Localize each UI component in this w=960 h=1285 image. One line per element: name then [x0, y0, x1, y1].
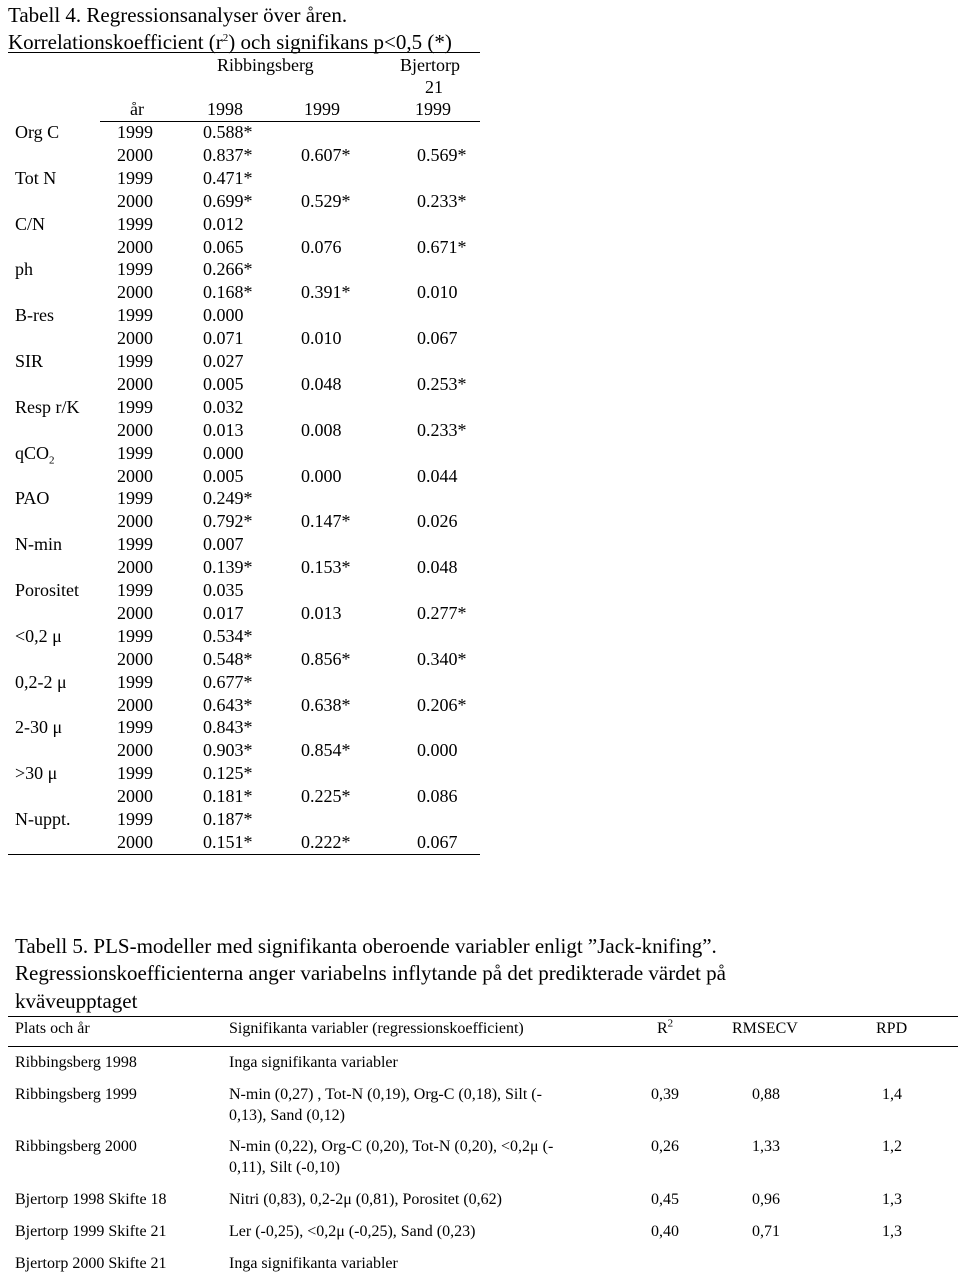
year-cell: 2000	[117, 190, 153, 211]
variable-label: N-min	[15, 534, 62, 555]
variable-subscript: 2	[49, 454, 55, 467]
r2-cell: 0,39	[651, 1086, 679, 1103]
variable-label: B-res	[15, 305, 54, 326]
year-cell: 1999	[117, 671, 153, 692]
table5-caption-line2: Regressionskoefficienterna anger variabelns inflytande på det predikterade värdet på	[15, 961, 726, 985]
variables-cell: N-min (0,22), Org-C (0,20), Tot-N (0,20), <0,2μ (-	[229, 1138, 554, 1155]
value-ribbingsberg-1998: 0.837*	[203, 144, 253, 165]
value-ribbingsberg-1998: 0.187*	[203, 809, 253, 829]
value-ribbingsberg-1998: 0.471*	[203, 167, 253, 188]
r2-cell: 0,40	[651, 1223, 679, 1240]
variable-label: ph	[15, 259, 33, 280]
caption-pre: Korrelationskoefficient (r	[8, 30, 223, 54]
variable-label: PAO	[15, 488, 50, 509]
value-ribbingsberg-1998: 0.000	[203, 305, 244, 326]
year-cell: 2000	[117, 236, 153, 257]
variable-label: qCO$_2$	[15, 442, 55, 467]
value-ribbingsberg-1998: 0.032	[203, 396, 244, 417]
site-bjertorp: Bjertorp	[400, 55, 460, 75]
value-ribbingsberg-1999: 0.147*	[301, 511, 351, 532]
table4-bottom-rule	[8, 854, 480, 855]
value-ribbingsberg-1998: 0.677*	[203, 671, 253, 692]
variables-cell: Inga signifikanta variabler	[229, 1255, 398, 1272]
variables-cell: 0,11), Silt (-0,10)	[229, 1159, 340, 1176]
place-cell: Bjertorp 2000 Skifte 21	[15, 1255, 167, 1272]
rpd-cell: 1,3	[882, 1191, 902, 1208]
value-bjertorp-1999: 0.253*	[417, 373, 467, 394]
table4-caption-line1: Tabell 4. Regressionsanalyser över åren.	[8, 3, 348, 27]
value-ribbingsberg-1998: 0.017	[203, 602, 244, 623]
variable-label: <0,2 μ	[15, 625, 62, 646]
value-ribbingsberg-1999: 0.076	[301, 236, 342, 257]
r2-superscript: 2	[667, 1017, 674, 1030]
year-cell: 1999	[117, 717, 153, 738]
value-ribbingsberg-1998: 0.643*	[203, 694, 253, 715]
value-ribbingsberg-1999: 0.013	[301, 602, 342, 623]
value-ribbingsberg-1998: 0.903*	[203, 740, 253, 761]
year-cell: 2000	[117, 786, 153, 807]
table5-header-rule	[8, 1046, 958, 1047]
year-cell: 1999	[117, 534, 153, 555]
value-ribbingsberg-1998: 0.125*	[203, 763, 253, 784]
year-cell: 2000	[117, 694, 153, 715]
site-ribbingsberg: Ribbingsberg	[217, 55, 314, 75]
value-ribbingsberg-1999: 0.529*	[301, 190, 351, 211]
variables-cell: Nitri (0,83), 0,2-2μ (0,81), Porositet (0,62)	[229, 1191, 502, 1208]
table5-caption-line1: Tabell 5. PLS-modeller med signifikanta oberoende variabler enligt ”Jack-knifing”.	[15, 934, 717, 958]
value-ribbingsberg-1998: 0.266*	[203, 259, 253, 280]
value-bjertorp-1999: 0.569*	[417, 144, 467, 165]
value-ribbingsberg-1999: 0.008	[301, 419, 342, 440]
year-cell: 1999	[117, 351, 153, 371]
value-ribbingsberg-1998: 0.139*	[203, 557, 253, 578]
year-cell: 1999	[117, 396, 153, 417]
variable-label: 0,2-2 μ	[15, 671, 67, 692]
rpd-cell: 1,2	[882, 1138, 902, 1155]
value-bjertorp-1999: 0.233*	[417, 190, 467, 211]
value-ribbingsberg-1998: 0.548*	[203, 648, 253, 669]
rpd-cell: 1,3	[882, 1223, 902, 1240]
variable-label: SIR	[15, 351, 44, 371]
value-ribbingsberg-1998: 0.013	[203, 419, 244, 440]
year-cell: 1999	[117, 442, 153, 463]
caption-post: ) och signifikans p<0,5 (*)	[228, 30, 452, 54]
value-bjertorp-1999: 0.048	[417, 557, 458, 578]
year-cell: 1999	[117, 122, 153, 142]
variable-label: Resp r/K	[15, 396, 80, 417]
value-bjertorp-1999: 0.010	[417, 282, 458, 303]
variable-label: >30 μ	[15, 763, 58, 784]
table4-header-rule	[100, 121, 480, 122]
year-cell: 1999	[117, 809, 153, 829]
variables-cell: Ler (-0,25), <0,2μ (-0,25), Sand (0,23)	[229, 1223, 476, 1240]
value-bjertorp-1999: 0.086	[417, 786, 458, 807]
r2-label: R	[657, 1020, 668, 1037]
value-ribbingsberg-1999: 0.854*	[301, 740, 351, 761]
value-ribbingsberg-1998: 0.071	[203, 328, 244, 349]
value-ribbingsberg-1998: 0.027	[203, 351, 244, 371]
col-header-1999-bjertorp: 1999	[415, 99, 451, 119]
year-cell: 2000	[117, 282, 153, 303]
value-ribbingsberg-1998: 0.005	[203, 373, 244, 394]
value-ribbingsberg-1999: 0.638*	[301, 694, 351, 715]
rmsecv-cell: 1,33	[752, 1138, 780, 1155]
value-bjertorp-1999: 0.000	[417, 740, 458, 761]
table5-top-rule	[8, 1016, 958, 1017]
variable-label: Porositet	[15, 580, 80, 600]
value-ribbingsberg-1998: 0.699*	[203, 190, 253, 211]
header-variables: Signifikanta variabler (regressionskoefficient)	[229, 1020, 524, 1037]
table4-top-rule	[8, 52, 480, 53]
value-bjertorp-1999: 0.067	[417, 831, 458, 852]
rpd-cell: 1,4	[882, 1086, 902, 1103]
year-column-label: år	[130, 99, 144, 119]
value-ribbingsberg-1998: 0.007	[203, 534, 244, 555]
value-ribbingsberg-1999: 0.856*	[301, 648, 351, 669]
value-bjertorp-1999: 0.277*	[417, 602, 467, 623]
caption-superscript: 2	[222, 32, 229, 44]
value-ribbingsberg-1999: 0.048	[301, 373, 342, 394]
header-rpd: RPD	[876, 1020, 908, 1037]
year-cell: 2000	[117, 557, 153, 578]
year-cell: 1999	[117, 488, 153, 509]
value-bjertorp-1999: 0.233*	[417, 419, 467, 440]
table5-caption-line3: kväveupptaget	[15, 989, 138, 1013]
value-ribbingsberg-1998: 0.005	[203, 465, 244, 486]
header-rmsecv: RMSECV	[732, 1020, 798, 1037]
year-cell: 2000	[117, 373, 153, 394]
value-bjertorp-1999: 0.044	[417, 465, 458, 486]
value-ribbingsberg-1998: 0.249*	[203, 488, 253, 509]
year-cell: 2000	[117, 465, 153, 486]
value-ribbingsberg-1998: 0.588*	[203, 122, 253, 142]
year-cell: 2000	[117, 648, 153, 669]
year-cell: 2000	[117, 328, 153, 349]
value-ribbingsberg-1999: 0.222*	[301, 831, 351, 852]
value-ribbingsberg-1999: 0.010	[301, 328, 342, 349]
value-ribbingsberg-1998: 0.181*	[203, 786, 253, 807]
variables-cell: Inga signifikanta variabler	[229, 1054, 398, 1071]
variables-cell: 0,13), Sand (0,12)	[229, 1107, 345, 1124]
year-cell: 1999	[117, 580, 153, 600]
year-cell: 2000	[117, 602, 153, 623]
place-cell: Ribbingsberg 2000	[15, 1138, 137, 1155]
year-cell: 2000	[117, 740, 153, 761]
site-bjertorp-field: 21	[425, 77, 443, 97]
variable-label: C/N	[15, 213, 46, 234]
value-ribbingsberg-1998: 0.168*	[203, 282, 253, 303]
variables-cell: N-min (0,27) , Tot-N (0,19), Org-C (0,18), Silt (-	[229, 1086, 542, 1103]
value-bjertorp-1999: 0.067	[417, 328, 458, 349]
year-cell: 1999	[117, 259, 153, 280]
value-ribbingsberg-1999: 0.391*	[301, 282, 351, 303]
col-header-1999: 1999	[304, 99, 340, 119]
value-ribbingsberg-1998: 0.035	[203, 580, 244, 600]
r2-cell: 0,45	[651, 1191, 679, 1208]
value-ribbingsberg-1998: 0.151*	[203, 831, 253, 852]
value-ribbingsberg-1999: 0.225*	[301, 786, 351, 807]
place-cell: Bjertorp 1998 Skifte 18	[15, 1191, 167, 1208]
value-bjertorp-1999: 0.206*	[417, 694, 467, 715]
value-bjertorp-1999: 0.671*	[417, 236, 467, 257]
rmsecv-cell: 0,88	[752, 1086, 780, 1103]
place-cell: Ribbingsberg 1998	[15, 1054, 137, 1071]
value-ribbingsberg-1999: 0.607*	[301, 144, 351, 165]
rmsecv-cell: 0,96	[752, 1191, 780, 1208]
year-cell: 1999	[117, 763, 153, 784]
variable-label: Tot N	[15, 167, 57, 188]
variable-label: Org C	[15, 122, 60, 142]
variable-label: N-uppt.	[15, 809, 71, 829]
year-cell: 2000	[117, 511, 153, 532]
col-header-1998: 1998	[207, 99, 243, 119]
value-bjertorp-1999: 0.026	[417, 511, 458, 532]
year-cell: 2000	[117, 831, 153, 852]
header-place: Plats och år	[15, 1020, 90, 1037]
rmsecv-cell: 0,71	[752, 1223, 780, 1240]
place-cell: Bjertorp 1999 Skifte 21	[15, 1223, 167, 1240]
value-ribbingsberg-1999: 0.153*	[301, 557, 351, 578]
place-cell: Ribbingsberg 1999	[15, 1086, 137, 1103]
year-cell: 1999	[117, 213, 153, 234]
r2-cell: 0,26	[651, 1138, 679, 1155]
header-r2	[657, 1017, 674, 1038]
variable-label: 2-30 μ	[15, 717, 63, 738]
year-cell: 1999	[117, 305, 153, 326]
value-ribbingsberg-1998: 0.792*	[203, 511, 253, 532]
year-cell: 1999	[117, 167, 153, 188]
value-bjertorp-1999: 0.340*	[417, 648, 467, 669]
year-cell: 1999	[117, 625, 153, 646]
value-ribbingsberg-1998: 0.843*	[203, 717, 253, 738]
year-cell: 2000	[117, 144, 153, 165]
value-ribbingsberg-1998: 0.534*	[203, 625, 253, 646]
value-ribbingsberg-1998: 0.012	[203, 213, 244, 234]
value-ribbingsberg-1998: 0.000	[203, 442, 244, 463]
value-ribbingsberg-1998: 0.065	[203, 236, 244, 257]
value-ribbingsberg-1999: 0.000	[301, 465, 342, 486]
year-cell: 2000	[117, 419, 153, 440]
